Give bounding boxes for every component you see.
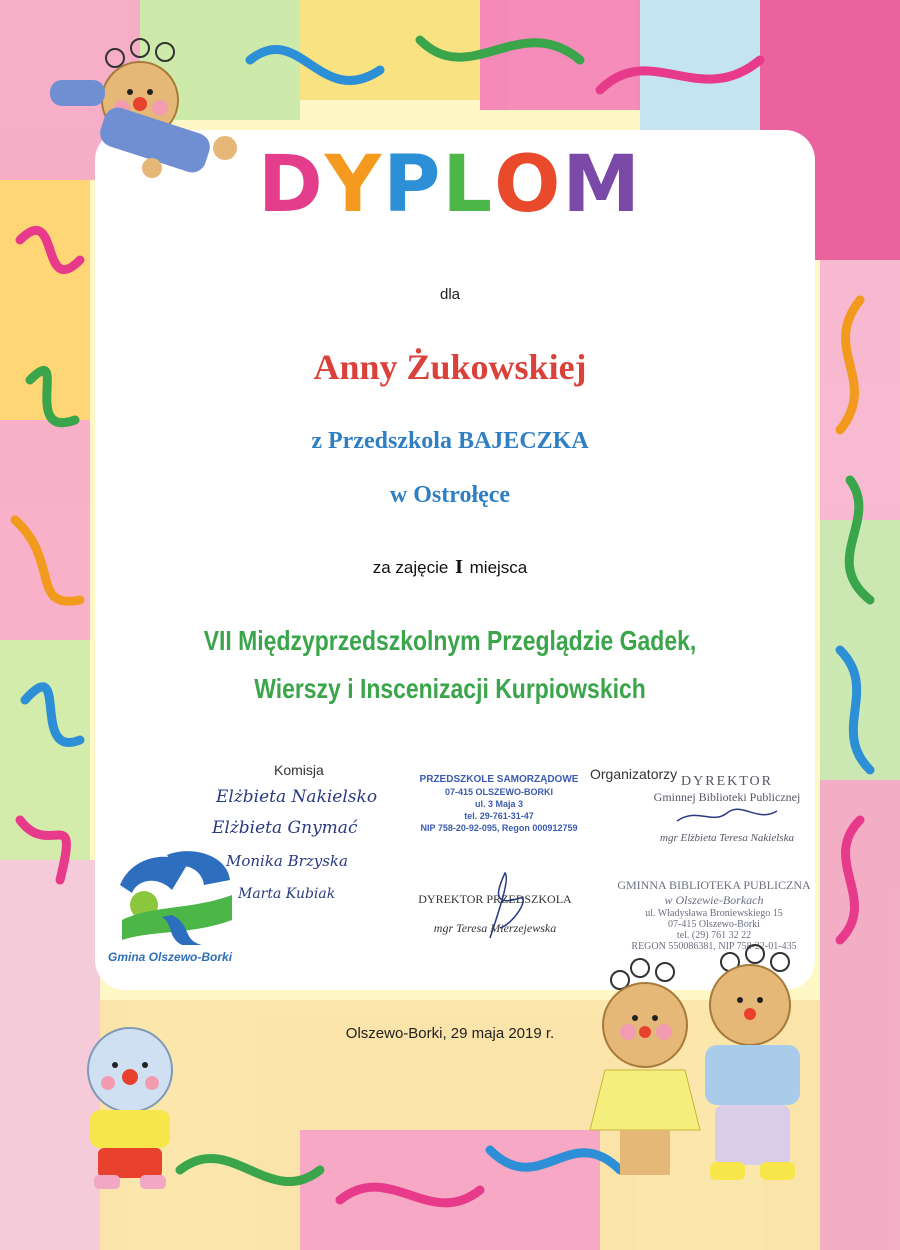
commission-signature: Monika Brzyska <box>226 852 348 870</box>
commission-signature: Marta Kubiak <box>238 886 336 902</box>
gmina-logo <box>112 845 242 950</box>
school-line: z Przedszkola BAJECZKA <box>311 428 589 454</box>
stamp-line: tel. 29-761-31-47 <box>464 811 534 821</box>
director-title: DYREKTOR <box>681 774 773 789</box>
director-title: DYREKTOR PRZEDSZKOLA <box>418 892 572 906</box>
event-line-1: VII Międzyprzedszkolnym Przeglądzie Gadek, <box>203 625 697 656</box>
stamp-line: ul. 3 Maja 3 <box>474 799 524 809</box>
stamp-line: 07-415 Olszewo-Borki <box>668 919 760 930</box>
preschool-stamp <box>384 774 614 834</box>
stamp-line: REGON 550086381, NIP 758-22-01-435 <box>631 941 797 952</box>
place-prefix: za zajęcie <box>372 558 449 577</box>
title-letter: P <box>383 140 443 230</box>
director-name: mgr Elżbieta Teresa Nakielska <box>660 832 794 844</box>
signature-scribble <box>667 805 787 827</box>
date-line: Olszewo-Borki, 29 maja 2019 r. <box>345 1025 555 1042</box>
organizers-label: Organizatorzy <box>590 766 678 782</box>
for-label: dla <box>439 286 461 303</box>
stamp-line: w Olszewie-Borkach <box>664 893 764 907</box>
place-number: I <box>455 556 463 578</box>
city-line: w Ostrołęce <box>389 482 511 508</box>
place-suffix: miejsca <box>469 558 528 577</box>
commission-signature: Elżbieta Gnymać <box>212 818 358 838</box>
stamp-line: tel. (29) 761 32 22 <box>676 930 752 941</box>
director-subtitle: Gminnej Biblioteki Publicznej <box>653 790 801 804</box>
stamp-line: PRZEDSZKOLE SAMORZĄDOWE <box>419 774 579 785</box>
stamp-line: GMINNA BIBLIOTEKA PUBLICZNA <box>617 878 811 892</box>
library-director-stamp <box>622 774 832 844</box>
stamp-line: 07-415 OLSZEWO-BORKI <box>444 787 554 797</box>
commission-label: Komisja <box>274 762 324 778</box>
signature-scribble <box>470 868 540 948</box>
diploma-title <box>0 140 900 230</box>
director-name: mgr Teresa Mierzejewska <box>433 921 557 935</box>
stamp-line: NIP 758-20-92-095, Regon 000912759 <box>420 823 578 833</box>
logo-caption: Gmina Olszewo-Borki <box>108 950 233 964</box>
place-line <box>0 556 900 579</box>
boy-doll-illustration <box>60 1015 200 1195</box>
title-letter: M <box>562 140 643 230</box>
title-letter: D <box>257 140 325 230</box>
title-letter: L <box>442 140 495 230</box>
title-letter: O <box>494 140 563 230</box>
commission-signature: Elżbieta Nakielsko <box>216 787 378 807</box>
title-letter: Y <box>324 140 384 230</box>
event-line-2: Wierszy i Inscenizacji Kurpiowskich <box>254 673 646 704</box>
recipient-name: Anny Żukowskiej <box>313 347 587 387</box>
stamp-line: ul. Władysława Broniewskiego 15 <box>645 908 783 919</box>
girl-boy-dolls-illustration <box>580 940 840 1200</box>
